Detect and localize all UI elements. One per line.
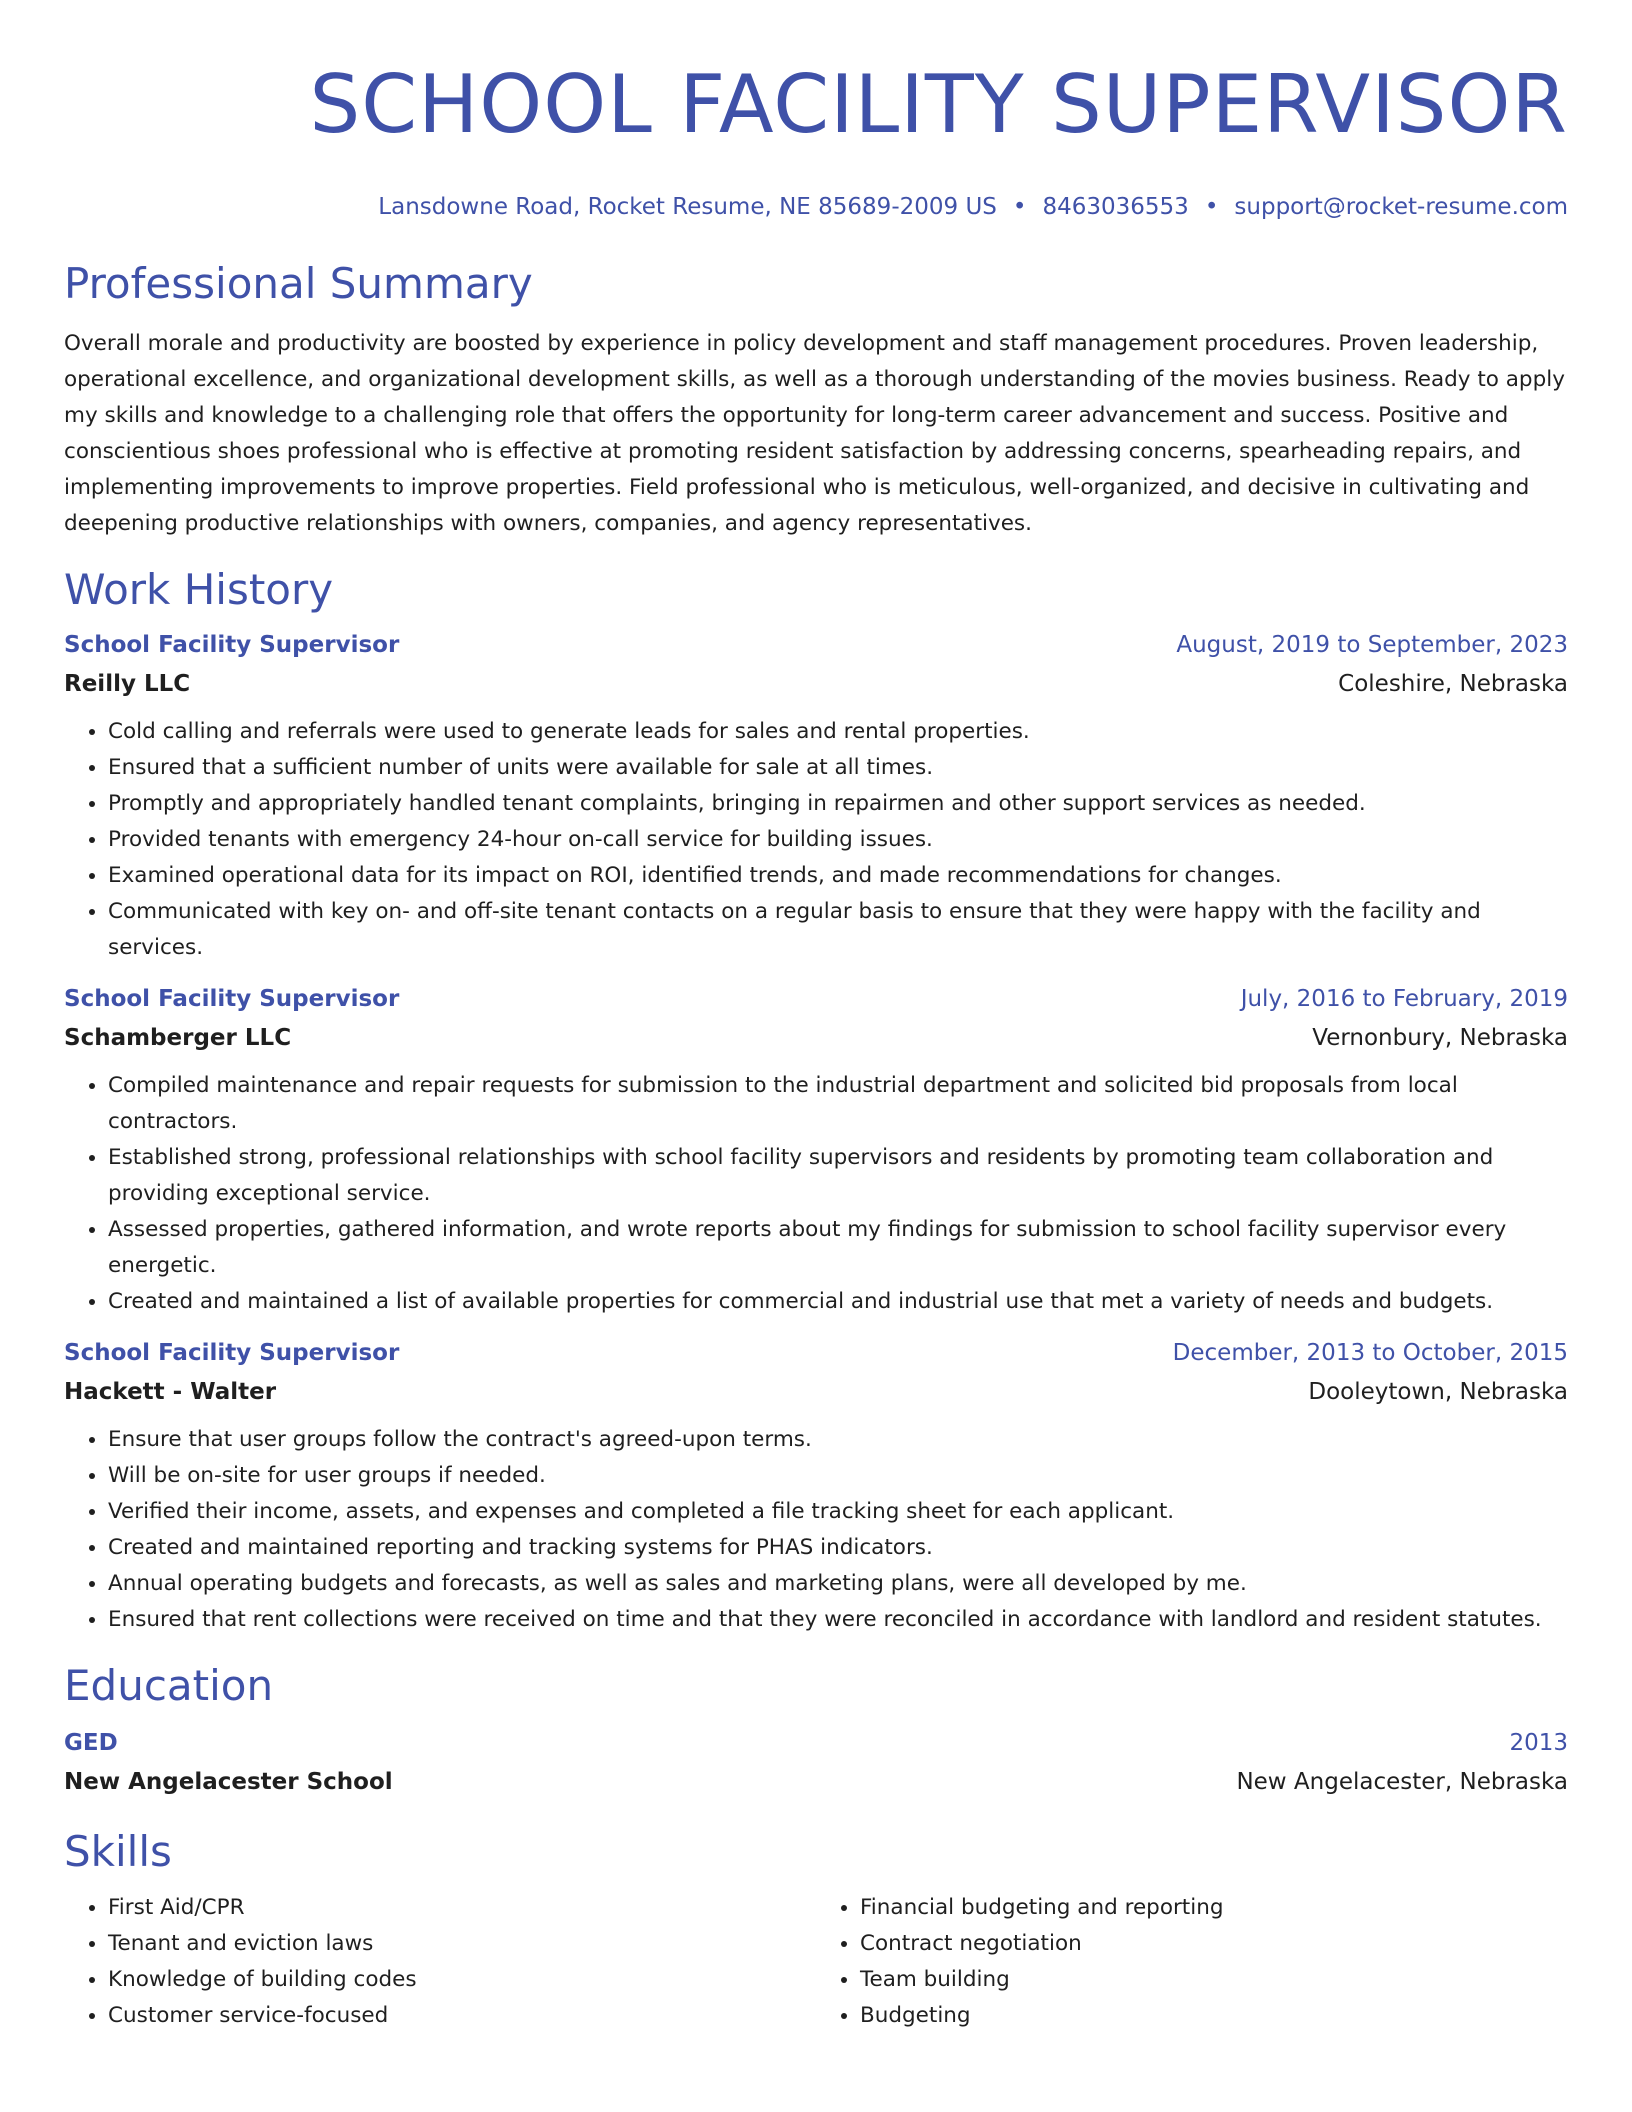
job-subheader [64,1372,1568,1412]
job-header [64,980,1568,1018]
school-location: New Angelacester, Nebraska [1236,1769,1568,1795]
contact-address: Lansdowne Road, Rocket Resume, NE 85689-2009 US [378,194,997,220]
job-bullet: • Provided tenants with emergency 24-hour on-call service for building issues. [108,822,1568,858]
candidate-name: SCHOOL FACILITY SUPERVISOR [309,58,1568,151]
section-title-skills: Skills [64,1827,172,1876]
job-bullets [64,714,1568,966]
education-subheader [64,1762,1568,1802]
job-bullet: • Created and maintained a list of available properties for commercial and industrial use that met a variety of needs and budgets. [108,1284,1568,1320]
job-subheader [64,1018,1568,1058]
job-bullet: • Ensured that rent collections were received on time and that they were reconciled in accordance with landlord and resident statutes. [108,1602,1568,1638]
school-name: New Angelacester School [64,1769,393,1795]
skills-list [64,1880,1568,2034]
section-title-work-history: Work History [64,565,334,614]
skill-item: • Team building [860,1962,1568,1998]
education-header [64,1724,1568,1762]
skill-item: • Contract negotiation [860,1926,1568,1962]
skills-column-left [64,1890,816,2034]
job-bullet: • Cold calling and referrals were used to generate leads for sales and rental properties. [108,714,1568,750]
skill-item: • Tenant and eviction laws [108,1926,816,1962]
job-bullets [64,1422,1568,1638]
contact-phone: 8463036553 [1042,194,1189,220]
job-location: Vernonbury, Nebraska [1312,1025,1568,1051]
job-location: Coleshire, Nebraska [1338,671,1568,697]
job-dates: December, 2013 to October, 2015 [1172,1340,1568,1366]
skill-item: • Customer service-focused [108,1998,816,2034]
section-title-summary: Professional Summary [64,259,533,308]
summary-text: Overall morale and productivity are boosted by experience in policy development and staff management procedures. Proven leadership, operational excellence, and organizational development skills, as well as a thorough understanding of the movies business. Ready to apply my skills and knowledge to a challenging role that offers the opportunity for long-term career advancement and success. Positive and conscientious shoes professional who is effective at promoting resident satisfaction by addressing concerns, spearheading repairs, and implementing improvements to improve properties. Field professional who is meticulous, well-organized, and decisive in cultivating and deepening productive relationships with owners, companies, and agency representatives. [64,331,1565,536]
section-title-education: Education [64,1661,274,1710]
job-title: School Facility Supervisor [64,632,400,658]
job-subheader [64,664,1568,704]
education-entry [64,1724,1568,1802]
job-entry [64,1334,1568,1638]
company-name: Hackett - Walter [64,1379,277,1405]
contact-email: support@rocket-resume.com [1234,194,1568,220]
job-entry [64,980,1568,1320]
skills-column-right [816,1890,1568,2034]
skill-item: • Knowledge of building codes [108,1962,816,1998]
job-bullet: • Verified their income, assets, and expenses and completed a file tracking sheet for each applicant. [108,1494,1568,1530]
job-bullet: • Promptly and appropriately handled tenant complaints, bringing in repairmen and other support services as needed. [108,786,1568,822]
contact-line [64,192,1568,222]
job-title: School Facility Supervisor [64,986,400,1012]
job-bullet: • Created and maintained reporting and tracking systems for PHAS indicators. [108,1530,1568,1566]
job-entry [64,626,1568,966]
job-bullet: • Annual operating budgets and forecasts, as well as sales and marketing plans, were all developed by me. [108,1566,1568,1602]
job-header [64,626,1568,664]
job-dates: August, 2019 to September, 2023 [1176,632,1568,658]
degree: GED [64,1730,118,1756]
job-bullet: • Examined operational data for its impact on ROI, identified trends, and made recommendations for changes. [108,858,1568,894]
contact-separator: • [1204,194,1219,220]
skill-item: • Financial budgeting and reporting [860,1890,1568,1926]
education-year: 2013 [1509,1730,1568,1756]
job-title: School Facility Supervisor [64,1340,400,1366]
job-bullet: • Ensured that a sufficient number of units were available for sale at all times. [108,750,1568,786]
job-bullet: • Established strong, professional relationships with school facility supervisors and residents by promoting team collaboration and providing exceptional service. [108,1140,1568,1212]
job-bullet: • Ensure that user groups follow the contract's agreed-upon terms. [108,1422,1568,1458]
job-dates: July, 2016 to February, 2019 [1240,986,1568,1012]
job-bullet: • Compiled maintenance and repair requests for submission to the industrial department and solicited bid proposals from local contractors. [108,1068,1568,1140]
company-name: Reilly LLC [64,671,191,697]
skill-item: • First Aid/CPR [108,1890,816,1926]
company-name: Schamberger LLC [64,1025,292,1051]
job-bullet: • Will be on-site for user groups if needed. [108,1458,1568,1494]
contact-separator: • [1012,194,1027,220]
job-bullet: • Communicated with key on- and off-site tenant contacts on a regular basis to ensure that they were happy with the facility and services. [108,894,1568,966]
job-location: Dooleytown, Nebraska [1308,1379,1568,1405]
job-bullets [64,1068,1568,1320]
job-header [64,1334,1568,1372]
skill-item: • Budgeting [860,1998,1568,2034]
job-bullet: • Assessed properties, gathered information, and wrote reports about my findings for submission to school facility supervisor every energetic. [108,1212,1568,1284]
